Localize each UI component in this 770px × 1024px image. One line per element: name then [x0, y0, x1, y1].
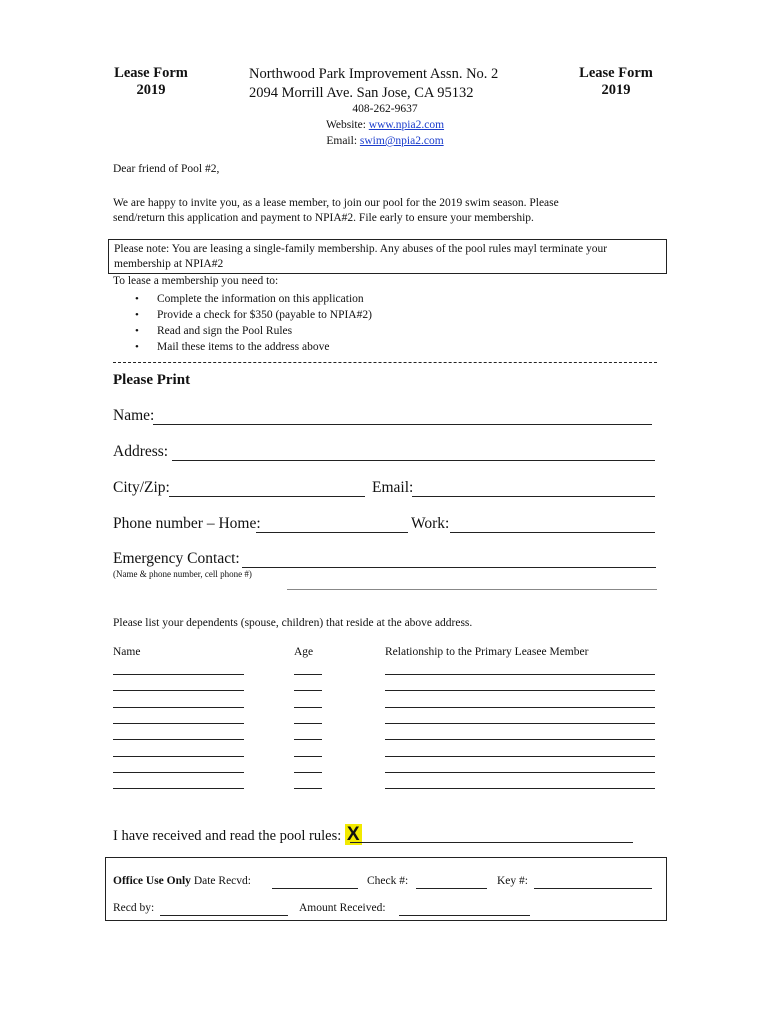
- check-field[interactable]: [416, 888, 487, 889]
- email-link[interactable]: swim@npia2.com: [359, 135, 444, 147]
- col-header-name: Name: [113, 646, 141, 658]
- phone-home-label: Phone number – Home:: [113, 515, 261, 532]
- dependent-name-field[interactable]: [113, 690, 244, 691]
- date-recvd-field[interactable]: [272, 888, 358, 889]
- org-email: Email: swim@npia2.com: [326, 135, 444, 147]
- dependent-age-field[interactable]: [294, 788, 322, 789]
- dependent-age-field[interactable]: [294, 772, 322, 773]
- org-website: Website: www.npia2.com: [325, 119, 445, 131]
- org-block: [249, 65, 549, 103]
- key-field[interactable]: [534, 888, 652, 889]
- dependent-name-field[interactable]: [113, 723, 244, 724]
- email-field[interactable]: [412, 496, 655, 497]
- rules-label: I have received and read the pool rules:: [113, 828, 342, 844]
- dependent-age-field[interactable]: [294, 739, 322, 740]
- work-label: Work:: [411, 515, 450, 532]
- header-right-title: Lease Form 2019: [579, 65, 653, 98]
- dependent-name-field[interactable]: [113, 707, 244, 708]
- amount-received-field[interactable]: [399, 915, 530, 916]
- org-address: 2094 Morrill Ave. San Jose, CA 95132: [249, 85, 474, 101]
- dependent-name-field[interactable]: [113, 674, 244, 675]
- list-item: • Read and sign the Pool Rules: [113, 323, 513, 339]
- dependent-relationship-field[interactable]: [385, 772, 655, 773]
- list-item: • Provide a check for $350 (payable to NPIA#2): [113, 307, 513, 323]
- greeting: Dear friend of Pool #2,: [113, 163, 220, 175]
- date-recvd-label: Date Recvd:: [193, 875, 251, 887]
- address-label: Address:: [113, 443, 169, 460]
- section-divider: [113, 362, 657, 363]
- intro-paragraph: We are happy to invite you, as a lease member, to join our pool for the 2019 swim season. Please send/return this application and payment to NPIA#2. File early to ensure your membership.: [113, 197, 559, 224]
- form-heading: Please Print: [113, 372, 191, 388]
- website-link[interactable]: www.npia2.com: [368, 119, 445, 131]
- dependent-relationship-field[interactable]: [385, 739, 655, 740]
- org-name: Northwood Park Improvement Assn. No. 2: [249, 66, 499, 82]
- dependents-instructions: Please list your dependents (spouse, children) that reside at the above address.: [113, 617, 473, 629]
- dependent-age-field[interactable]: [294, 674, 322, 675]
- col-header-age: Age: [294, 646, 314, 658]
- dependent-age-field[interactable]: [294, 690, 322, 691]
- note-box: Please note: You are leasing a single-family membership. Any abuses of the pool rules mayl terminate your membership at NPIA#2: [108, 239, 667, 274]
- office-use-box: [105, 857, 667, 921]
- dependent-name-field[interactable]: [113, 756, 244, 757]
- name-field[interactable]: [153, 424, 652, 425]
- rules-signature-field[interactable]: [350, 842, 633, 843]
- dependent-name-field[interactable]: [113, 739, 244, 740]
- list-item: • Complete the information on this application: [113, 291, 513, 307]
- dependent-age-field[interactable]: [294, 756, 322, 757]
- emergency-label: Emergency Contact:: [113, 550, 240, 567]
- dependent-relationship-field[interactable]: [385, 707, 655, 708]
- recd-by-field[interactable]: [160, 915, 288, 916]
- list-item: • Mail these items to the address above: [113, 339, 513, 355]
- sign-here-mark: X: [346, 824, 360, 845]
- email-label: Email:: [372, 479, 414, 496]
- dependent-relationship-field[interactable]: [385, 788, 655, 789]
- phone-home-field[interactable]: [256, 532, 408, 533]
- steps-heading: To lease a membership you need to:: [113, 275, 279, 287]
- dependent-name-field[interactable]: [113, 788, 244, 789]
- cityzip-field[interactable]: [169, 496, 365, 497]
- dependent-relationship-field[interactable]: [385, 756, 655, 757]
- contact-block: [260, 101, 510, 149]
- dependent-name-field[interactable]: [113, 772, 244, 773]
- cityzip-label: City/Zip:: [113, 479, 170, 496]
- name-label: Name:: [113, 407, 155, 424]
- org-phone: 408-262-9637: [352, 103, 418, 115]
- dependent-relationship-field[interactable]: [385, 690, 655, 691]
- check-label: Check #:: [367, 875, 409, 887]
- office-row-1: [113, 875, 251, 887]
- header-left-title: Lease Form 2019: [114, 65, 188, 98]
- amount-received-label: Amount Received:: [299, 902, 386, 914]
- col-header-relationship: Relationship to the Primary Leasee Member: [385, 646, 589, 658]
- phone-work-field[interactable]: [450, 532, 655, 533]
- steps-list: [113, 291, 513, 355]
- emergency-field[interactable]: [242, 567, 656, 568]
- dependent-relationship-field[interactable]: [385, 723, 655, 724]
- key-label: Key #:: [497, 875, 528, 887]
- dependent-relationship-field[interactable]: [385, 674, 655, 675]
- recd-by-label: Recd by:: [113, 902, 155, 914]
- dependent-age-field[interactable]: [294, 723, 322, 724]
- rules-acknowledgement: [113, 825, 362, 845]
- office-title: Office Use Only: [113, 875, 191, 887]
- emergency-field-line2[interactable]: [287, 589, 657, 590]
- address-field[interactable]: [172, 460, 655, 461]
- emergency-hint: (Name & phone number, cell phone #): [113, 569, 252, 579]
- dependent-age-field[interactable]: [294, 707, 322, 708]
